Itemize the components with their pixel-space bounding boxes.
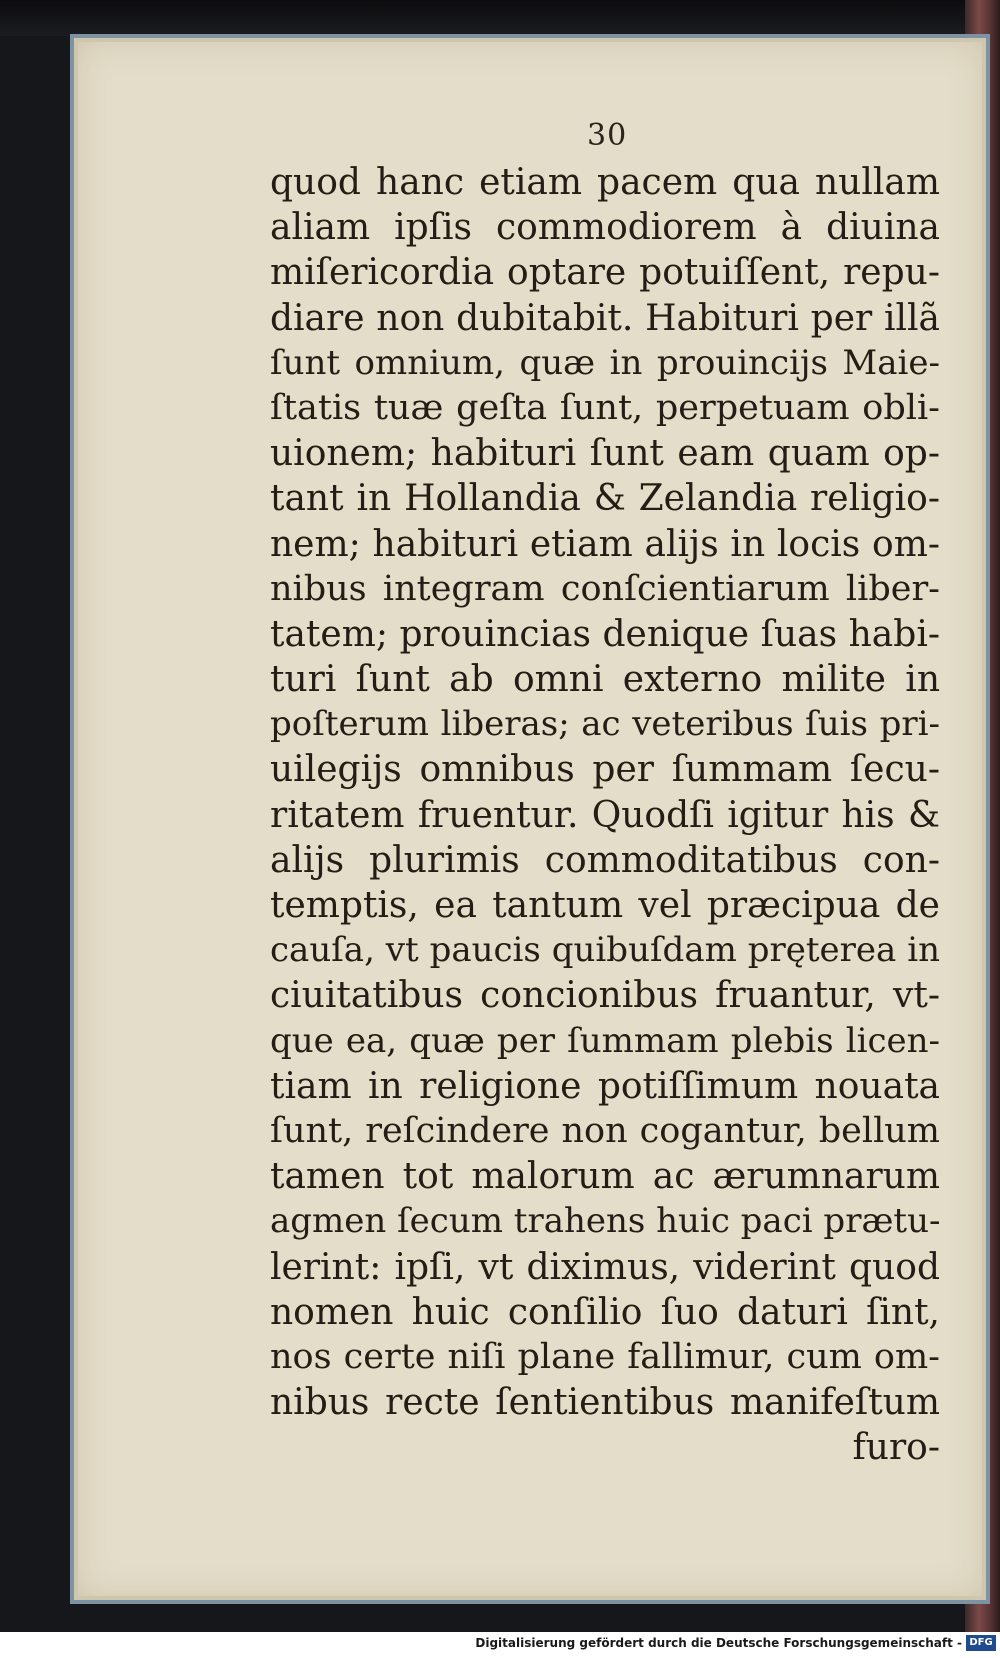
text-line: uionem; habituri ſunt eam quam op-: [270, 433, 940, 475]
text-line: poſterum liberas; ac veteribus ſuis pri-: [270, 704, 940, 745]
text-line: alijs plurimis commoditatibus con-: [270, 839, 940, 881]
text-line: temptis, ea tantum vel præcipua de: [270, 885, 940, 926]
text-line: aliam ipſis commodiorem à diuina: [270, 207, 940, 249]
text-line: quod hanc etiam pacem qua nullam: [270, 162, 940, 203]
text-line: tiam in religione potiſſimum nouata: [270, 1065, 940, 1107]
text-line: tamen tot malorum ac ærumnarum: [270, 1156, 940, 1198]
text-line: ſtatis tuæ geſta ſunt, perpetuam obli-: [270, 387, 940, 428]
body-text: [270, 160, 940, 1470]
text-line: turi ſunt ab omni externo milite in: [270, 659, 940, 701]
text-line: diare non dubitabit. Habituri per illã: [270, 297, 940, 339]
text-line: ciuitatibus concionibus fruantur, vt-: [270, 975, 940, 1017]
text-line: miſericordia optare potuiſſent, repu-: [270, 252, 940, 294]
text-line: ſunt omnium, quæ in prouincijs Maie-: [270, 342, 940, 383]
text-line: ſunt, reſcindere non cogantur, bellum: [270, 1110, 940, 1151]
text-line: tatem; prouincias denique ſuas habi-: [270, 613, 940, 655]
page-number: 30: [587, 118, 628, 153]
text-line: agmen ſecum trahens huic paci prætu-: [270, 1201, 940, 1242]
text-line: nem; habituri etiam alijs in locis om-: [270, 523, 940, 565]
dfg-logo: DFG: [966, 1635, 996, 1651]
text-line: nomen huic conſilio ſuo daturi ſint,: [270, 1291, 940, 1333]
text-line: nos certe niſi plane fallimur, cum om-: [270, 1336, 940, 1377]
text-line: nibus integram conſcientiarum liber-: [270, 568, 940, 609]
text-line: ritatem fruentur. Quodſi igitur his &: [270, 794, 940, 836]
text-line: uilegijs omnibus per ſummam ſecu-: [270, 749, 940, 791]
text-line: lerint: ipſi, vt diximus, viderint quod: [270, 1246, 940, 1288]
scan-top-edge: [0, 0, 1000, 36]
catchword: furo-: [852, 1427, 940, 1469]
text-line: tant in Hollandia & Zelandia religio-: [270, 478, 940, 520]
text-line: nibus recte ſentientibus manifeſtum: [270, 1382, 940, 1424]
text-line: cauſa, vt paucis quibuſdam pręterea in: [270, 930, 940, 971]
text-line: que ea, quæ per ſummam plebis licen-: [270, 1020, 940, 1061]
funding-notice: Digitalisierung gefördert durch die Deutsche Forschungsgemeinschaft -: [475, 1636, 962, 1650]
